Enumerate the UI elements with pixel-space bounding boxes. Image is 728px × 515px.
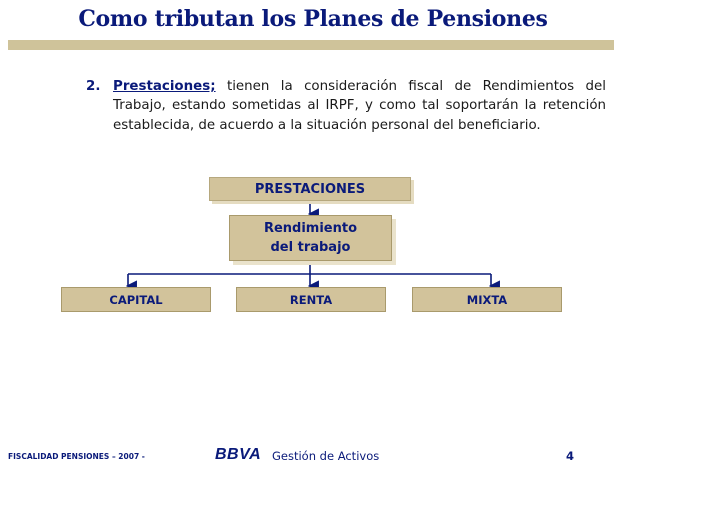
- prestaciones-box: PRESTACIONES: [209, 177, 411, 201]
- footer-center: Gestión de Activos: [272, 449, 380, 463]
- footer-source: FISCALIDAD PENSIONES – 2007 -: [8, 452, 145, 461]
- bbva-logo: BBVA: [215, 446, 262, 463]
- capital-box: CAPITAL: [61, 287, 211, 312]
- slide-title: Como tributan los Planes de Pensiones: [78, 6, 548, 32]
- paragraph-number: 2.: [86, 79, 101, 94]
- paragraph-keyword: Prestaciones;: [113, 79, 216, 94]
- renta-box: RENTA: [236, 287, 386, 312]
- rendimiento-line2: del trabajo: [270, 240, 351, 255]
- rendimiento-box: [229, 215, 392, 261]
- mixta-box: MIXTA: [412, 287, 562, 312]
- paragraph-text: tienen la consideración fiscal de Rendimientos del Trabajo, estando sometidas al IRPF, y como tal soportarán la retención establecida, de acuerdo a la situación personal del beneficiario.: [113, 79, 606, 133]
- page-number: 4: [566, 449, 575, 463]
- rendimiento-line1: Rendimiento: [263, 221, 358, 236]
